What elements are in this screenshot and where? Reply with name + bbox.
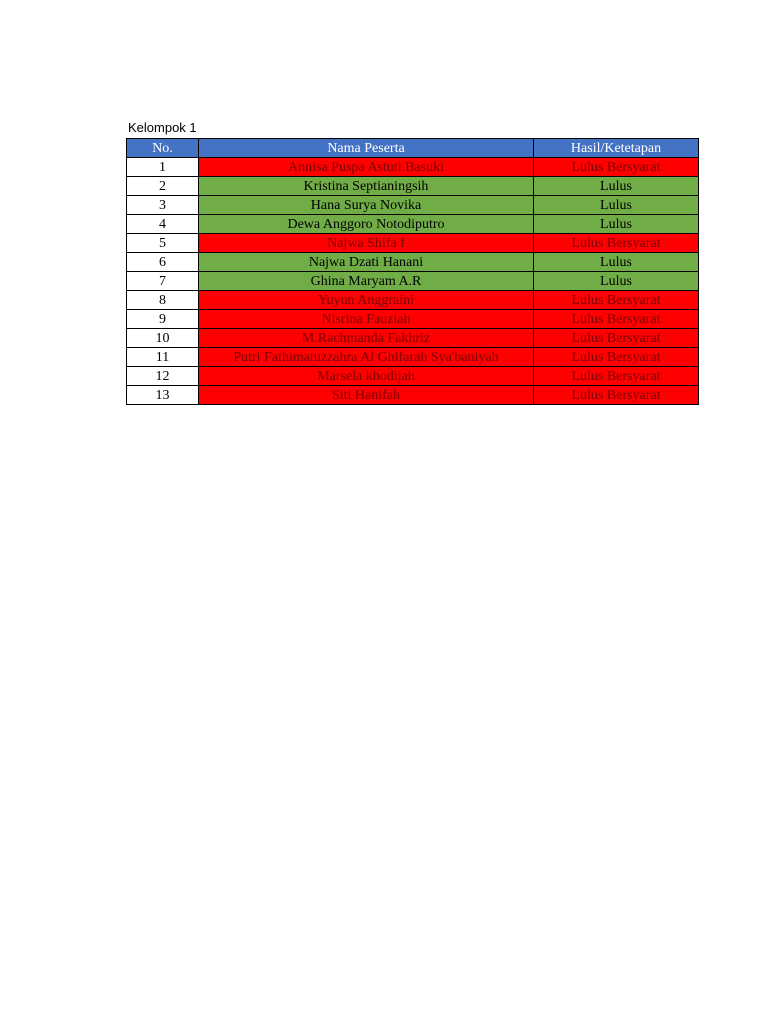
participant-name-cell: M.Rachmanda Fakhriz: [199, 329, 534, 348]
table-header: [127, 139, 699, 158]
row-no-cell: 6: [127, 253, 199, 272]
participant-name-cell: Siti Hanifah: [199, 386, 534, 405]
result-cell: Lulus Bersyarat: [534, 367, 699, 386]
participant-name-cell: Marsela khodijah: [199, 367, 534, 386]
group-title: Kelompok 1: [128, 120, 197, 135]
result-cell: Lulus: [534, 215, 699, 234]
table-row: [127, 234, 699, 253]
results-table: [126, 138, 699, 405]
row-no-cell: 13: [127, 386, 199, 405]
table-row: [127, 158, 699, 177]
row-no-cell: 7: [127, 272, 199, 291]
table-body: [127, 158, 699, 405]
table-row: [127, 253, 699, 272]
participant-name-cell: Annisa Puspa Astuti Basuki: [199, 158, 534, 177]
participant-name-cell: Hana Surya Novika: [199, 196, 534, 215]
participant-name-cell: Ghina Maryam A.R: [199, 272, 534, 291]
result-cell: Lulus Bersyarat: [534, 386, 699, 405]
participant-name-cell: Najwa Shifa f: [199, 234, 534, 253]
row-no-cell: 3: [127, 196, 199, 215]
result-cell: Lulus Bersyarat: [534, 291, 699, 310]
header-no: No.: [127, 139, 199, 158]
row-no-cell: 4: [127, 215, 199, 234]
row-no-cell: 2: [127, 177, 199, 196]
result-cell: Lulus: [534, 177, 699, 196]
participant-name-cell: Kristina Septianingsih: [199, 177, 534, 196]
table-row: [127, 329, 699, 348]
result-cell: Lulus: [534, 196, 699, 215]
row-no-cell: 5: [127, 234, 199, 253]
row-no-cell: 12: [127, 367, 199, 386]
header-name: Nama Peserta: [199, 139, 534, 158]
participant-name-cell: Najwa Dzati Hanani: [199, 253, 534, 272]
result-cell: Lulus Bersyarat: [534, 310, 699, 329]
row-no-cell: 1: [127, 158, 199, 177]
table-row: [127, 348, 699, 367]
participant-name-cell: Dewa Anggoro Notodiputro: [199, 215, 534, 234]
result-cell: Lulus Bersyarat: [534, 158, 699, 177]
row-no-cell: 8: [127, 291, 199, 310]
result-cell: Lulus: [534, 253, 699, 272]
header-result: Hasil/Ketetapan: [534, 139, 699, 158]
table-row: [127, 196, 699, 215]
row-no-cell: 11: [127, 348, 199, 367]
participant-name-cell: Putri Fathimatuzzahra Al Ghifarah Sya'baniyah: [199, 348, 534, 367]
participant-name-cell: Nisrina Fauziah: [199, 310, 534, 329]
result-cell: Lulus: [534, 272, 699, 291]
table-row: [127, 291, 699, 310]
result-cell: Lulus Bersyarat: [534, 348, 699, 367]
table-row: [127, 310, 699, 329]
result-cell: Lulus Bersyarat: [534, 234, 699, 253]
row-no-cell: 9: [127, 310, 199, 329]
table-row: [127, 215, 699, 234]
header-row: [127, 139, 699, 158]
participant-name-cell: Yuyun Anggraini: [199, 291, 534, 310]
table-row: [127, 177, 699, 196]
result-cell: Lulus Bersyarat: [534, 329, 699, 348]
table-row: [127, 386, 699, 405]
table-row: [127, 272, 699, 291]
table-row: [127, 367, 699, 386]
row-no-cell: 10: [127, 329, 199, 348]
